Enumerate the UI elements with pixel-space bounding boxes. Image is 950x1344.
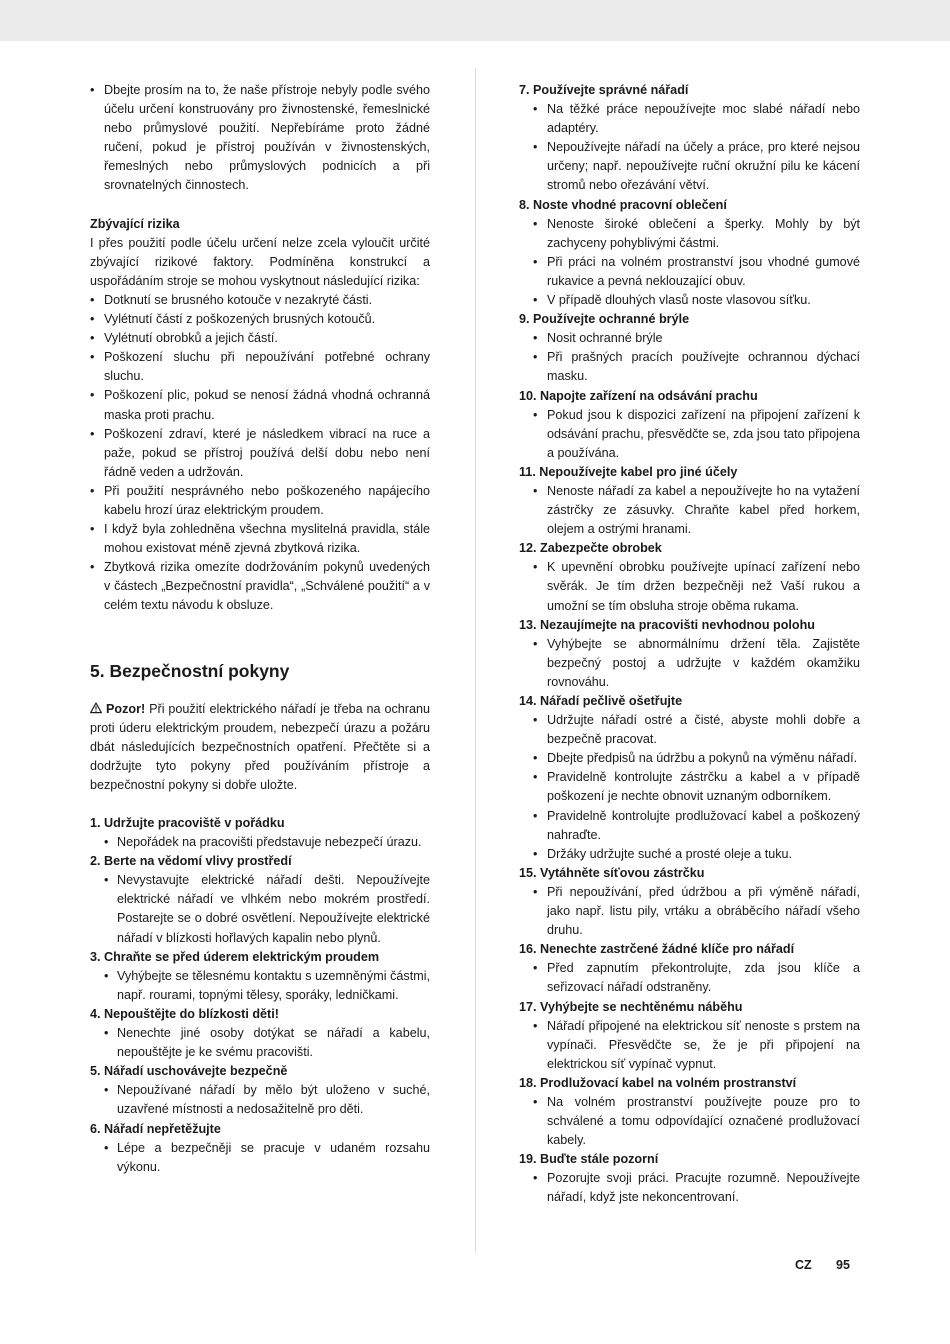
safety-section <box>90 948 430 1005</box>
safety-section <box>519 463 860 539</box>
section-title: 3. Chraňte se před úderem elektrickým proudem <box>90 949 380 964</box>
list-item: • Při použití nesprávného nebo poškozeného napájecího kabelu hrozí úraz elektrickým proudem. <box>90 482 430 520</box>
section-title: 5. Nářadí uschovávejte bezpečně <box>90 1064 288 1079</box>
safety-section <box>519 196 860 311</box>
section-title: 11. Nepoužívejte kabel pro jiné účely <box>519 464 738 479</box>
page-number: 95 <box>836 1258 850 1272</box>
list-item: • Udržujte nářadí ostré a čisté, abyste mohli dobře a bezpečně pracovat. <box>519 711 860 749</box>
list-item: • Poškození plic, pokud se nenosí žádná vhodná ochranná maska proti prachu. <box>90 386 430 424</box>
list-item: • Pravidelně kontrolujte zástrčku a kabel a v případě poškození je nechte obnovit uznaným odborníkem. <box>519 768 860 806</box>
list-item: • Dbejte předpisů na údržbu a pokynů na výměnu nářadí. <box>519 749 860 768</box>
safety-section <box>519 310 860 386</box>
list-item: • Při prašných pracích používejte ochrannou dýchací masku. <box>519 348 860 386</box>
left-column <box>90 81 430 1177</box>
safety-section <box>519 692 860 864</box>
section-title: 19. Buďte stále pozorní <box>519 1152 659 1167</box>
list-item: • Vylétnutí obrobků a jejich částí. <box>90 329 430 348</box>
section-title: 7. Používejte správné nářadí <box>519 83 689 97</box>
list-item: • Pozorujte svoji práci. Pracujte rozumně. Nepoužívejte nářadí, když jste nekoncentrovaní. <box>519 1169 860 1207</box>
warning-triangle-icon <box>90 701 102 713</box>
risks-list <box>90 291 430 616</box>
safety-section <box>519 387 860 463</box>
safety-section <box>519 539 860 615</box>
list-item: • Nářadí připojené na elektrickou síť nenoste s prstem na vypínači. Přesvědčte se, že je při připojení na elektrickou síť vypínač vypnut. <box>519 1017 860 1074</box>
safety-section <box>519 998 860 1074</box>
list-item: • Držáky udržujte suché a prosté oleje a tuku. <box>519 845 860 864</box>
list-item: • Poškození zdraví, které je následkem vibrací na ruce a paže, pokud se přístroj používá delší dobu nebo není řádně veden a udržován. <box>90 425 430 482</box>
section-title: 6. Nářadí nepřetěžujte <box>90 1121 221 1136</box>
section-title: 12. Zabezpečte obrobek <box>519 541 662 556</box>
footer-language: CZ <box>795 1258 812 1272</box>
section-title: 10. Napojte zařízení na odsávání prachu <box>519 388 758 403</box>
list-item: • Vyhýbejte se tělesnému kontaktu s uzemněnými částmi, např. rourami, topnými tělesy, sporáky, ledničkami. <box>90 967 430 1005</box>
warning-label: Pozor! <box>106 701 146 716</box>
section-title: 4. Nepouštějte do blízkosti děti! <box>90 1006 279 1021</box>
list-item: • Nepořádek na pracovišti představuje nebezpečí úrazu. <box>90 833 430 852</box>
list-item: • Poškození sluchu při nepoužívání potřebné ochrany sluchu. <box>90 348 430 386</box>
section-title: 13. Nezaujímejte na pracovišti nevhodnou polohu <box>519 617 816 632</box>
safety-section <box>90 1005 430 1062</box>
list-item: • Nenoste nářadí za kabel a nepoužívejte ho na vytažení zástrčky ze zásuvky. Chraňte kabel před horkem, olejem a ostrými hranami. <box>519 482 860 539</box>
list-item: • Nevystavujte elektrické nářadí dešti. Nepoužívejte elektrické nářadí ve vlhkém nebo mokrém prostředí. Postarejte se o dobré osvětlení. Nepoužívejte elektrické nářadí v blízkosti hořlavých kapalin nebo plynů. <box>90 871 430 947</box>
section-title: 1. Udržujte pracoviště v pořádku <box>90 816 285 830</box>
list-item: • Při práci na volném prostranství jsou vhodné gumové rukavice a pevná neklouzající obuv. <box>519 253 860 291</box>
safety-section <box>519 940 860 997</box>
chapter-title: 5. Bezpečnostní pokyny <box>90 660 290 681</box>
list-item: • Nepoužívané nářadí by mělo být uloženo v suché, uzavřené místnosti a nedosažitelně pro děti. <box>90 1081 430 1119</box>
warning-text: Při použití elektrického nářadí je třeba na ochranu proti úderu elektrickým proudem, nebezpečí úrazu a požáru dbát následujících bezpečnostních opatření. Přečtěte si a dodržujte tyto pokyny před používáním přístroje a bezpečnostní pokyny si dobře uložte. <box>90 701 430 792</box>
safety-section <box>90 1120 430 1177</box>
safety-section <box>519 1074 860 1150</box>
list-item: • Vyhýbejte se abnormálnímu držení těla. Zajistěte bezpečný postoj a udržujte v každém okamžiku rovnováhu. <box>519 635 860 692</box>
section-title: 8. Noste vhodné pracovní oblečení <box>519 197 727 212</box>
safety-section <box>90 814 430 852</box>
list-item: • Lépe a bezpečněji se pracuje v udaném rozsahu výkonu. <box>90 1139 430 1177</box>
safety-section <box>519 616 860 692</box>
list-item: • Nenechte jiné osoby dotýkat se nářadí a kabelu, nepouštějte je ke svému pracovišti. <box>90 1024 430 1062</box>
warning-paragraph <box>90 700 430 795</box>
list-item: • Zbytková rizika omezíte dodržováním pokynů uvedených v částech „Bezpečnostní pravidla“, „Schválené použití“ a v celém textu návodu k obsluze. <box>90 558 430 615</box>
list-item: • K upevnění obrobku používejte upínací zařízení nebo svěrák. Je tím držen bezpečněji než Vaší rukou a umožní se tím obsluha stroje oběma rukama. <box>519 558 860 615</box>
list-item: • Dbejte prosím na to, že naše přístroje nebyly podle svého účelu určení konstruovány pro živnostenské, řemeslnické nebo průmyslové použití. Nepřebíráme proto žádné ručení, pokud je přístroj používán v živnostenských, řemeslných nebo průmyslových podnicích a při srovnatelných činnostech. <box>90 81 430 196</box>
section-title: 16. Nenechte zastrčené žádné klíče pro nářadí <box>519 942 795 957</box>
list-item: • V případě dlouhých vlasů noste vlasovou síťku. <box>519 291 860 310</box>
list-item: • Nepoužívejte nářadí na účely a práce, pro které nejsou určeny; např. nepoužívejte ruční okružní pilu ke kácení stromů nebo ořezávání větví. <box>519 138 860 195</box>
list-item: • Při nepoužívání, před údržbou a při výměně nářadí, jako např. listu pily, vrtáku a obráběcího nářadí všeho druhu. <box>519 883 860 940</box>
list-item: • Nosit ochranné brýle <box>519 329 860 348</box>
list-item: • Před zapnutím překontrolujte, zda jsou klíče a seřizovací nářadí odstraněny. <box>519 959 860 997</box>
list-item: • Nenoste široké oblečení a šperky. Mohly by být zachyceny pohyblivými částmi. <box>519 215 860 253</box>
safety-section <box>90 852 430 947</box>
safety-section <box>519 864 860 940</box>
list-item: • I když byla zohledněna všechna myslitelná pravidla, stále mohou existovat méně zjevná zbytková rizika. <box>90 520 430 558</box>
left-sections <box>90 814 430 1177</box>
risks-heading: Zbývající rizika <box>90 216 180 231</box>
intro-list <box>90 81 430 196</box>
section-title: 18. Prodlužovací kabel na volném prostranství <box>519 1075 797 1090</box>
list-item: • Vylétnutí částí z poškozených brusných kotoučů. <box>90 310 430 329</box>
section-title: 15. Vytáhněte síťovou zástrčku <box>519 865 705 880</box>
section-title: 9. Používejte ochranné brýle <box>519 312 690 327</box>
top-bar <box>0 0 950 41</box>
section-title: 17. Vyhýbejte se nechtěnému náběhu <box>519 999 743 1014</box>
list-item: • Dotknutí se brusného kotouče v nezakryté části. <box>90 291 430 310</box>
safety-section <box>519 1150 860 1207</box>
list-item: • Pravidelně kontrolujte prodlužovací kabel a poškozený nahraďte. <box>519 807 860 845</box>
list-item: • Na těžké práce nepoužívejte moc slabé nářadí nebo adaptéry. <box>519 100 860 138</box>
section-title: 2. Berte na vědomí vlivy prostředí <box>90 854 292 869</box>
safety-section <box>90 1062 430 1119</box>
safety-section <box>519 81 860 196</box>
list-item: • Na volném prostranství používejte pouze pro to schválené a tomu odpovídající označené prodlužovací kabely. <box>519 1093 860 1150</box>
list-item: • Pokud jsou k dispozici zařízení na připojení zařízení k odsávání prachu, přesvědčte se, zda jsou tato připojena a používána. <box>519 406 860 463</box>
section-title: 14. Nářadí pečlivě ošetřujte <box>519 694 683 708</box>
column-divider <box>475 68 476 1253</box>
right-column <box>519 81 860 1208</box>
risks-intro: I přes použití podle účelu určení nelze zcela vyloučit určité zbývající rizikové faktory. Podmíněna konstrukcí a uspořádáním stroje se mohou vyskytnout následující rizika: <box>90 235 430 288</box>
